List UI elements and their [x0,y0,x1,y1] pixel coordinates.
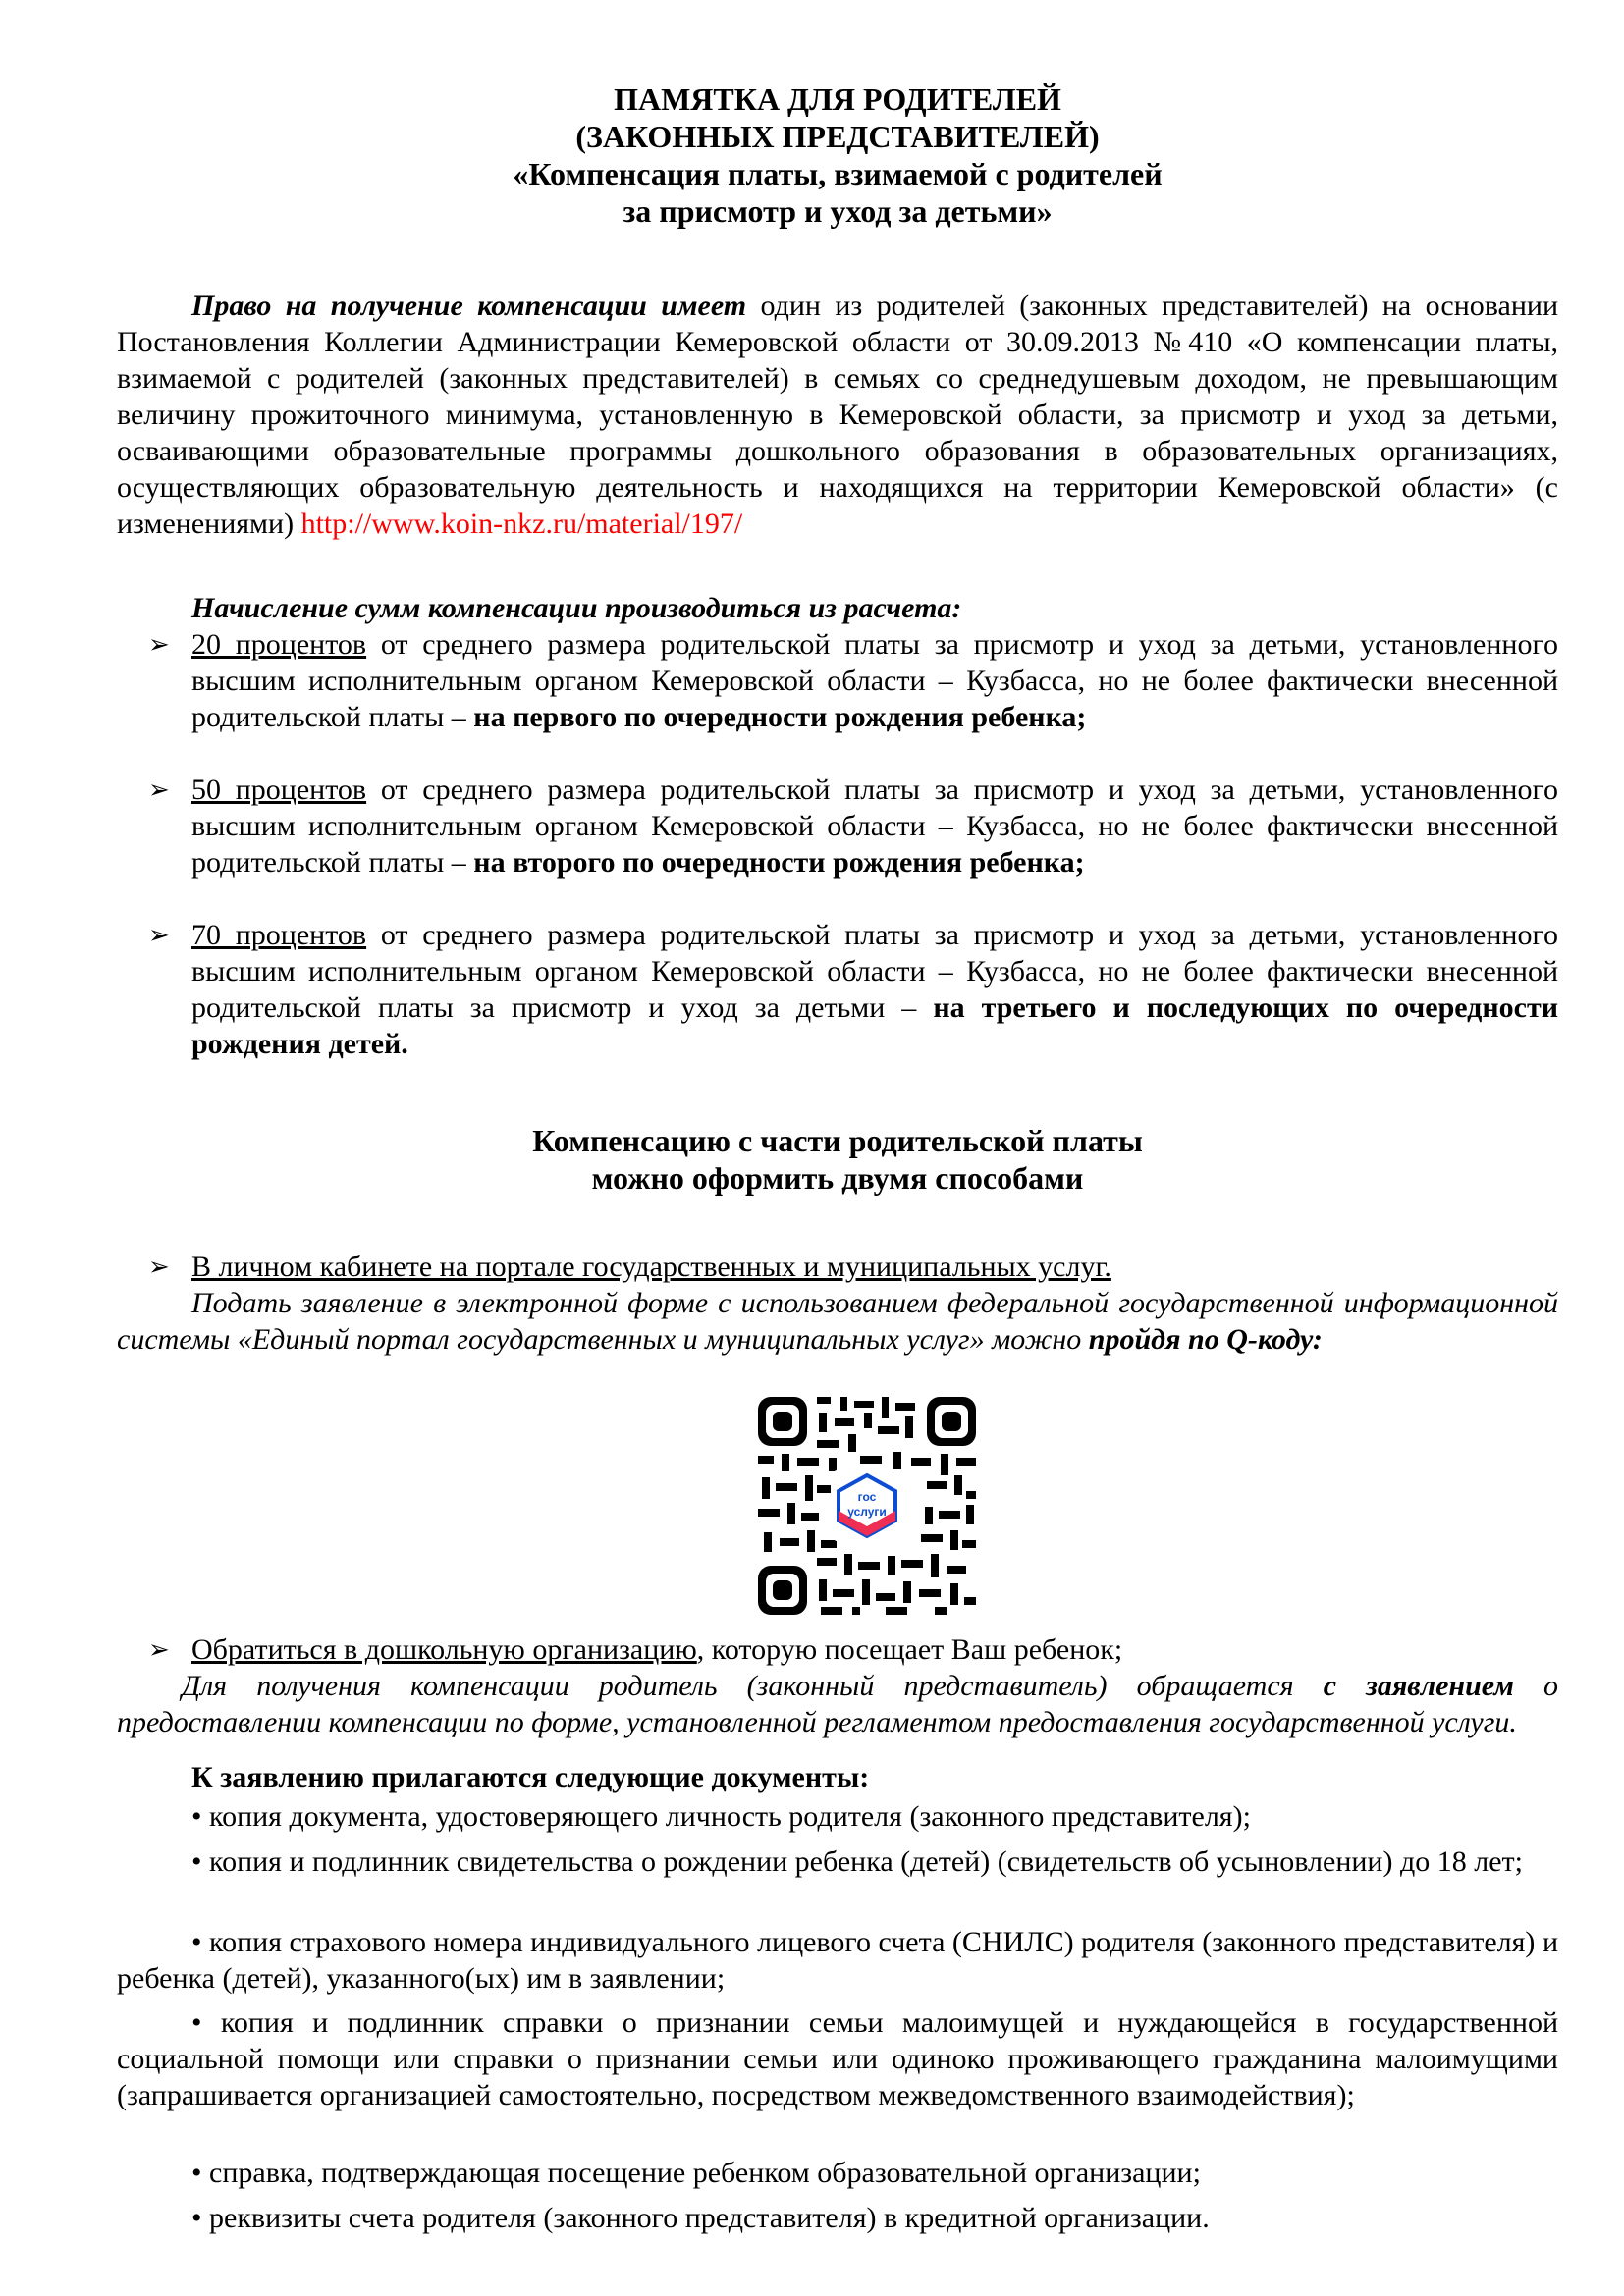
way-organization-description: Для получения компенсации родитель (законный представитель) обращается с заявлением о предоставлении компенсации по форме, установленной регламентом предоставления государственной услуги. [117,1670,1558,1738]
arrow-bullet-icon: ➢ [148,921,170,949]
rate-item-1 [117,626,1558,735]
rate-text: от среднего размера родительской платы за присмотр и уход за детьми, установленного высшим исполнительным органом Кемеровской области – Кузбасса, но не более фактически внесенной родительской платы – [191,628,1559,733]
arrow-bullet-icon: ➢ [148,775,170,804]
way-portal [117,1249,1558,1285]
regulation-link[interactable]: http://www.koin-nkz.ru/material/197/ [300,507,743,540]
document-item: • копия и подлинник справки о признании семьи малоимущей и нуждающейся в государственной социальной помощи или справки о признании семьи или одиноко проживающего гражданина малоимущими (запрашивается организацией самостоятельно, посредством межведомственного взаимодействия); [117,2006,1558,2111]
way-organization-label: Обратиться в дошкольную организацию [191,1633,697,1666]
qr-logo-line-2: услуги [847,1505,887,1519]
intro-text: один из родителей (законных представителей) на основании Постановления Коллегии Администрации Кемеровской области от 30.09.2013 №410 «О компенсации платы, взимаемой с родителей (законных представителей) в семьях со среднедушевым доходом, не превышающим величину прожиточного минимума, установленную в Кемеровской области, за присмотр и уход за детьми, осваивающими образовательные программы дошкольного образования в образовательных организациях, осуществляющих образовательную деятельность и находящихся на территории Кемеровской области» (с изменениями) [117,290,1558,540]
document-item: • справка, подтверждающая посещение ребенком образовательной организации; [191,2157,1201,2189]
arrow-bullet-icon: ➢ [148,1635,170,1664]
documents-heading: К заявлению прилагаются следующие документы: [191,1761,870,1793]
rate-item-2 [117,772,1558,881]
document-item: • копия страхового номера индивидуального лицевого счета (СНИЛС) родителя (законного представителя) и ребенка (детей), указанного(ых) им в заявлении; [117,1926,1559,1995]
arrow-bullet-icon: ➢ [148,630,170,659]
rate-text: от среднего размера родительской платы за присмотр и уход за детьми, установленного высшим исполнительным органом Кемеровской области – Кузбасса, но не более фактически внесенной родительской платы – [191,774,1559,879]
ways-heading: Компенсацию с части родительской платы можно оформить двумя способами [532,1123,1143,1196]
memo-title [117,80,1558,230]
calc-heading: Начисление сумм компенсации производиться из расчета: [191,592,962,624]
title-line-2: (ЗАКОННЫХ ПРЕДСТАВИТЕЛЕЙ) [575,119,1100,154]
rate-target: на третьего и последующих по очередности рождения детей. [191,991,1558,1060]
title-line-1: ПАМЯТКА ДЛЯ РОДИТЕЛЕЙ [614,81,1061,117]
rate-target: на первого по очередности рождения ребенка; [473,701,1087,733]
rate-text: от среднего размера родительской платы за присмотр и уход за детьми, установленного высшим исполнительным органом Кемеровской области – Кузбасса, но не более фактически внесенной родительской платы за присмотр и уход за детьми – [191,919,1559,1024]
way-organization: ➢ Обратиться в дошкольную организацию, которую посещает Ваш ребенок; [148,1633,1123,1666]
rate-percent: 50 процентов [191,774,367,806]
document-item: • копия документа, удостоверяющего личность родителя (законного представителя); [191,1800,1251,1833]
way-portal-description: Подать заявление в электронной форме с использованием федеральной государственной информационной системы «Единый портал государственных и муниципальных услуг» можно пройдя по Q-коду: [117,1287,1558,1356]
way-portal-label: В личном кабинете на портале государственных и муниципальных услуг. [191,1251,1111,1283]
qr-code[interactable] [758,1397,976,1615]
rate-item-3 [117,917,1558,1062]
document-item: • реквизиты счета родителя (законного представителя) в кредитной организации. [191,2202,1210,2234]
document-item: • копия и подлинник свидетельства о рождении ребенка (детей) (свидетельств об усыновлении) до 18 лет; [191,1845,1523,1878]
intro-paragraph [117,288,1558,542]
arrow-bullet-icon: ➢ [148,1253,170,1281]
title-line-3: «Компенсация платы, взимаемой с родителей [513,156,1163,191]
rate-target: на второго по очередности рождения ребенка; [473,846,1085,879]
title-line-4: за присмотр и уход за детьми» [623,193,1053,229]
intro-lead: Право на получение компенсации имеет [191,290,747,322]
qr-logo-line-1: гос [857,1490,877,1504]
rate-percent: 70 процентов [191,919,367,951]
rate-percent: 20 процентов [191,628,367,661]
